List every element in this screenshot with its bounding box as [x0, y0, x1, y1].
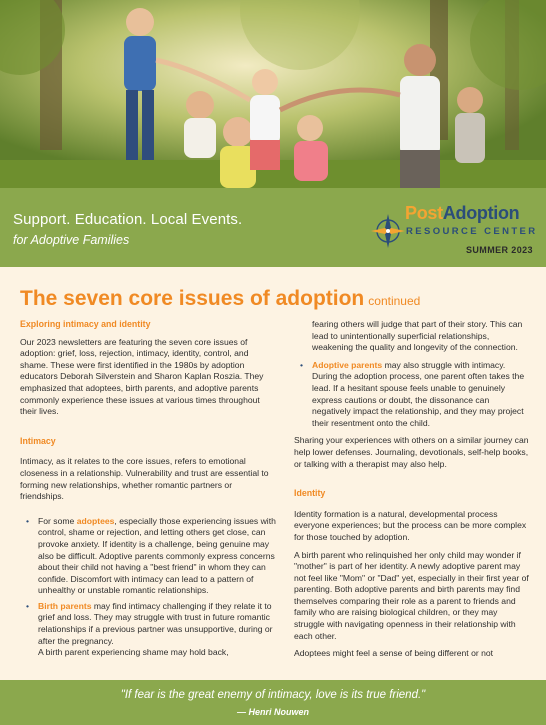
left-column [20, 319, 276, 665]
logo-wordmark [405, 203, 519, 224]
spacer [20, 509, 276, 516]
quote-author: — Henri Nouwen [236, 707, 309, 717]
right-column [294, 319, 530, 666]
quote-band [0, 680, 546, 725]
headline-continued: continued [368, 294, 421, 308]
keyword-adoptees: adoptees [76, 515, 115, 526]
tagline: Support. Education. Local Events. [13, 211, 243, 228]
headline-text: The seven core issues of adoption [20, 287, 365, 310]
bullet-text: may find intimacy challenging if they relate it to grief and loss. They may struggle with trust in future romantic relationships if a previous partner was unsupportive, during or after the pregnancy. [38, 600, 273, 646]
bullet-text: may also struggle with intimacy. During the adoption process, one parent often takes the lead. If a hesitant spouse feels unable to genuinely express cautions or doubt, the dissonance can negatively impact the relationship, and they may project their resentment onto the child. [312, 359, 525, 428]
list-item-adoptees [20, 516, 276, 597]
bullet-text: For some [38, 515, 77, 526]
section-heading-intimacy-identity: Exploring intimacy and identity [20, 319, 151, 329]
logo-post: Post [405, 203, 443, 223]
intro-paragraph: Our 2023 newsletters are featuring the seven core issues of adoption: grief, loss, rejection, intimacy, identity, control, and shame. These were first identified in the 1980s by adoption educators Deborah Silverstein and Sharon Kaplan Roszia. They emphasized that adoptees, birth parents, and adoptive parents commonly experience these issues at various times throughout their lives. [20, 336, 264, 417]
spacer [294, 476, 530, 488]
bullet-text-continued: A birth parent experiencing shame may hold back, [38, 647, 229, 658]
birth-parent-paragraph: A birth parent who relinquished her only child may wonder if "mother" is part of her identity. A newly adoptive parent may not feel like "Mom" or "Dad" yet, especially in their first year of parenting. Both adoptive parents and birth parents may find themselves comparing their role as a parent to friends and family who are raising biological children, or they may struggle with navigating openness in their relationship with each other. [294, 549, 529, 641]
intimacy-paragraph: Intimacy, as it relates to the core issues, refers to emotional closeness in a relationship. Vulnerability and trust are essential to forming new relationships, whether romantic partners or friendships. [20, 456, 269, 502]
issue-label: SUMMER 2023 [466, 245, 533, 255]
adoptees-paragraph: Adoptees might feel a sense of being different or not [294, 648, 494, 659]
logo-adoption: Adoption [442, 203, 520, 223]
identity-paragraph: Identity formation is a natural, developmental process everyone experiences; but the process can be more complex for those touched by adoption. [294, 508, 527, 542]
list-item-adoptive-parents [294, 360, 530, 430]
intimacy-list [20, 516, 276, 659]
continued-bullet-text: fearing others will judge that part of their story. This can lead to unintentionally superficial relationships, weakening the quality and longevity of the connection. [312, 319, 523, 353]
intimacy-list-continued [294, 360, 530, 430]
section-heading-identity: Identity [294, 488, 326, 499]
quote-text: "If fear is the great enemy of intimacy, love is its true friend." [120, 689, 426, 701]
spacer [20, 424, 276, 436]
list-item-birth-parents [20, 601, 276, 659]
logo-subtitle: RESOURCE CENTER [406, 226, 538, 237]
subtagline: for Adoptive Families [13, 233, 130, 247]
children-playing-image [0, 0, 546, 188]
article-headline [20, 287, 420, 311]
sharing-paragraph: Sharing your experiences with others on a similar journey can help lower defenses. Journaling, devotionals, self-help books, or talking with a therapist may also help. [294, 435, 529, 469]
bullet-text: , especially those experiencing issues with control, shame or rejection, and letting others get close, can provoke anxiety. If identity is a challenge, being genuine may also be difficult. Adoptive parents commonly express concerns about their child not having a "best friend" in whom they can confide. Discomfort with intimacy can lead to a pattern of unhealthy or unstable romantic relationships. [38, 515, 276, 596]
keyword-birth-parents: Birth parents [38, 600, 92, 611]
header-photo [0, 0, 546, 188]
section-heading-intimacy: Intimacy [20, 435, 56, 446]
keyword-adoptive-parents: Adoptive parents [312, 359, 383, 370]
